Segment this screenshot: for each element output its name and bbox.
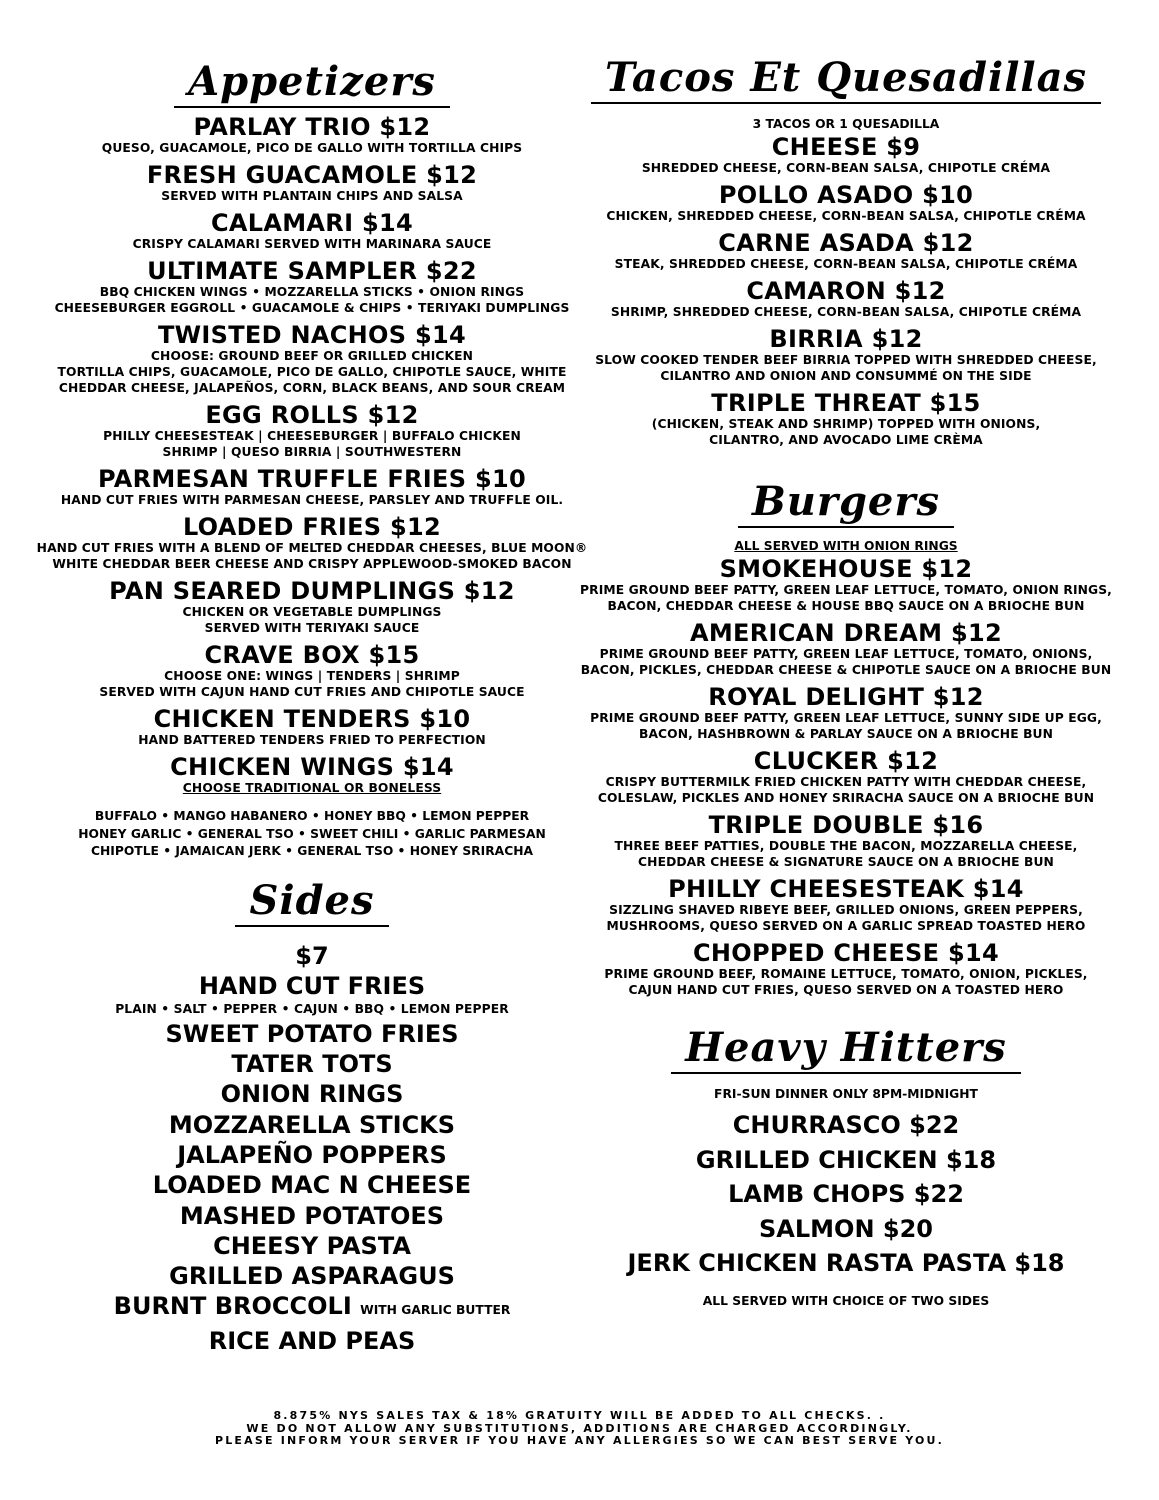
menu-item [578, 182, 1114, 224]
menu-item [32, 642, 592, 700]
heavy-item: SALMON $20 [759, 1214, 933, 1243]
item-desc: SHRIMP | QUESO BIRRIA | SOUTHWESTERN [162, 445, 462, 459]
item-desc: HAND BATTERED TENDERS FRIED TO PERFECTION [138, 733, 486, 747]
side-item: TATER TOTS [231, 1050, 393, 1079]
item-desc: CHEESEBURGER EGGROLL • GUACAMOLE & CHIPS • TERIYAKI DUMPLINGS [54, 301, 570, 315]
item-desc: WHITE CHEDDAR BEER CHEESE AND CRISPY APPLEWOOD-SMOKED BACON [52, 557, 572, 571]
item-name: CHICKEN WINGS $14 [170, 753, 454, 781]
item-desc: PRIME GROUND BEEF PATTY, GREEN LEAF LETTUCE, TOMATO, ONION RINGS, [580, 583, 1112, 597]
item-desc: CHEDDAR CHEESE & SIGNATURE SAUCE ON A BRIOCHE BUN [638, 855, 1054, 869]
item-desc: THREE BEEF PATTIES, DOUBLE THE BACON, MOZZARELLA CHEESE, [614, 839, 1078, 853]
wing-flavors [32, 808, 592, 861]
side-item: JALAPEÑO POPPERS [177, 1140, 447, 1169]
item-desc: PHILLY CHEESESTEAK | CHEESEBURGER | BUFFALO CHICKEN [103, 429, 521, 443]
appetizers-heading: Appetizers [174, 62, 450, 108]
item-desc: (CHICKEN, STEAK AND SHRIMP) TOPPED WITH ONIONS, [651, 417, 1041, 431]
item-desc: CHICKEN, SHREDDED CHEESE, CORN-BEAN SALSA, CHIPOTLE CRÉMA [606, 209, 1086, 223]
burgers-list [578, 556, 1114, 998]
side-item: ONION RINGS [220, 1080, 404, 1109]
item-name: CAMARON $12 [746, 277, 946, 305]
item-name: TRIPLE THREAT $15 [711, 389, 981, 417]
item-name: CHICKEN TENDERS $10 [153, 705, 471, 733]
menu-item [578, 278, 1114, 320]
side-item: MOZZARELLA STICKS [168, 1110, 456, 1139]
broccoli-name: BURNT BROCCOLI [113, 1292, 352, 1321]
menu-item [32, 258, 592, 316]
item-name: CLUCKER $12 [753, 747, 939, 775]
item-name: PAN SEARED DUMPLINGS $12 [109, 577, 515, 605]
item-desc: BACON, CHEDDAR CHEESE & HOUSE BBQ SAUCE ON A BRIOCHE BUN [607, 599, 1085, 613]
sides-price: $7 [295, 941, 329, 970]
menu-item [578, 556, 1114, 614]
sides-heading: Sides [235, 881, 388, 927]
menu-item [578, 812, 1114, 870]
menu-item [32, 162, 592, 204]
burgers-heading: Burgers [738, 482, 954, 528]
heavy-item: CHURRASCO $22 [732, 1111, 960, 1139]
broccoli-note: WITH GARLIC BUTTER [360, 1303, 511, 1318]
item-desc: CHOOSE: GROUND BEEF OR GRILLED CHICKEN [150, 349, 474, 363]
item-desc: SIZZLING SHAVED RIBEYE BEEF, GRILLED ONIONS, GREEN PEPPERS, [609, 903, 1083, 917]
side-item: RICE AND PEAS [208, 1326, 416, 1355]
menu-item [32, 322, 592, 396]
side-item: SWEET POTATO FRIES [165, 1019, 459, 1048]
side-item: LOADED MAC N CHEESE [152, 1171, 472, 1200]
item-desc: CAJUN HAND CUT FRIES, QUESO SERVED ON A TOASTED HERO [628, 983, 1064, 997]
item-desc: SLOW COOKED TENDER BEEF BIRRIA TOPPED WITH SHREDDED CHEESE, [595, 353, 1097, 367]
tacos-note: 3 TACOS OR 1 QUESADILLA [752, 117, 940, 131]
item-name: POLLO ASADO $10 [718, 181, 974, 209]
item-name: PHILLY CHEESESTEAK $14 [668, 875, 1024, 903]
item-name: CARNE ASADA $12 [718, 229, 974, 257]
item-desc: CHICKEN OR VEGETABLE DUMPLINGS [182, 605, 442, 619]
item-desc: CRISPY CALAMARI SERVED WITH MARINARA SAUCE [132, 237, 492, 251]
heavy-hitters-heading: Heavy Hitters [671, 1028, 1021, 1074]
item-desc: BBQ CHICKEN WINGS • MOZZARELLA STICKS • ONION RINGS [99, 285, 525, 299]
side-item: CHEESY PASTA [213, 1231, 411, 1260]
item-name: CALAMARI $14 [211, 209, 413, 237]
left-column [32, 0, 592, 1356]
item-desc: COLESLAW, PICKLES AND HONEY SRIRACHA SAUCE ON A BRIOCHE BUN [597, 791, 1095, 805]
item-desc: BACON, PICKLES, CHEDDAR CHEESE & CHIPOTLE SAUCE ON A BRIOCHE BUN [580, 663, 1112, 677]
item-name: PARLAY TRIO $12 [193, 113, 431, 141]
item-desc: QUESO, GUACAMOLE, PICO DE GALLO WITH TORTILLA CHIPS [101, 141, 523, 155]
item-desc: CHOOSE TRADITIONAL OR BONELESS [182, 781, 442, 795]
item-name: SMOKEHOUSE $12 [719, 555, 973, 583]
flavor-line: CHIPOTLE • JAMAICAN JERK • GENERAL TSO • HONEY SRIRACHA [90, 844, 534, 858]
menu-item [578, 876, 1114, 934]
menu-item [32, 706, 592, 748]
item-name: CHEESE $9 [771, 133, 921, 161]
tacos-heading: Tacos Et Quesadillas [591, 58, 1101, 104]
item-desc: CHOOSE ONE: WINGS | TENDERS | SHRIMP [164, 669, 460, 683]
item-desc: STEAK, SHREDDED CHEESE, CORN-BEAN SALSA, CHIPOTLE CRÉMA [614, 257, 1078, 271]
item-desc: MUSHROOMS, QUESO SERVED ON A GARLIC SPREAD TOASTED HERO [606, 919, 1086, 933]
item-name: TWISTED NACHOS $14 [157, 321, 466, 349]
menu-item [578, 390, 1114, 448]
item-desc: HAND CUT FRIES WITH A BLEND OF MELTED CHEDDAR CHEESES, BLUE MOON® [36, 541, 588, 555]
fries-options: PLAIN • SALT • PEPPER • CAJUN • BBQ • LEMON PEPPER [115, 1001, 509, 1016]
menu-item [32, 578, 592, 636]
item-desc: TORTILLA CHIPS, GUACAMOLE, PICO DE GALLO, CHIPOTLE SAUCE, WHITE [57, 365, 567, 379]
item-name: ULTIMATE SAMPLER $22 [147, 257, 477, 285]
item-name: LOADED FRIES $12 [182, 513, 442, 541]
item-name: PARMESAN TRUFFLE FRIES $10 [98, 465, 526, 493]
heavy-item: JERK CHICKEN RASTA PASTA $18 [627, 1249, 1065, 1277]
menu-item [578, 748, 1114, 806]
menu-item [32, 210, 592, 252]
menu-item [578, 620, 1114, 678]
footer-line: PLEASE INFORM YOUR SERVER IF YOU HAVE ANY ALLERGIES SO WE CAN BEST SERVE YOU. [214, 1434, 945, 1447]
menu-item [578, 230, 1114, 272]
menu-item [32, 466, 592, 508]
item-desc: PRIME GROUND BEEF, ROMAINE LETTUCE, TOMATO, ONION, PICKLES, [604, 967, 1088, 981]
flavor-line: BUFFALO • MANGO HABANERO • HONEY BBQ • LEMON PEPPER [94, 809, 530, 823]
item-name: AMERICAN DREAM $12 [690, 619, 1002, 647]
heavy-item: GRILLED CHICKEN $18 [695, 1145, 997, 1174]
tacos-list [578, 134, 1114, 448]
side-item-broccoli [32, 1291, 592, 1325]
burgers-note: ALL SERVED WITH ONION RINGS [734, 539, 958, 553]
footer-line: WE DO NOT ALLOW ANY SUBSTITUTIONS, ADDITIONS ARE CHARGED ACCORDINGLY. [246, 1421, 913, 1435]
menu-item [578, 940, 1114, 998]
item-desc: SERVED WITH CAJUN HAND CUT FRIES AND CHIPOTLE SAUCE [99, 685, 525, 699]
item-desc: CHEDDAR CHEESE, JALAPEÑOS, CORN, BLACK BEANS, AND SOUR CREAM [58, 381, 566, 395]
item-desc: CILANTRO, AND AVOCADO LIME CRÈMA [709, 433, 983, 447]
heavy-item: LAMB CHOPS $22 [728, 1180, 964, 1208]
menu-item [32, 402, 592, 460]
heavy-hitters-note: FRI-SUN DINNER ONLY 8PM-MIDNIGHT [714, 1087, 978, 1101]
flavor-line: HONEY GARLIC • GENERAL TSO • SWEET CHILI • GARLIC PARMESAN [78, 826, 546, 841]
item-desc: SERVED WITH TERIYAKI SAUCE [204, 621, 420, 635]
menu-item [32, 754, 592, 796]
menu-item [32, 114, 592, 156]
menu-item [578, 326, 1114, 384]
item-name: CHOPPED CHEESE $14 [693, 939, 999, 967]
footer-notice [0, 1410, 1159, 1448]
item-desc: SERVED WITH PLANTAIN CHIPS AND SALSA [161, 189, 463, 203]
side-item: HAND CUT FRIES [198, 971, 426, 1000]
item-desc: SHRIMP, SHREDDED CHEESE, CORN-BEAN SALSA, CHIPOTLE CRÉMA [610, 305, 1082, 319]
item-desc: CILANTRO AND ONION AND CONSUMMÉ ON THE SIDE [660, 369, 1032, 383]
menu-item [578, 134, 1114, 176]
item-name: EGG ROLLS $12 [205, 401, 419, 429]
appetizers-list [32, 114, 592, 861]
side-item: GRILLED ASPARAGUS [169, 1262, 455, 1291]
item-name: TRIPLE DOUBLE $16 [708, 811, 984, 839]
side-item: MASHED POTATOES [179, 1201, 445, 1230]
item-desc: CRISPY BUTTERMILK FRIED CHICKEN PATTY WITH CHEDDAR CHEESE, [605, 775, 1087, 789]
item-name: CRAVE BOX $15 [204, 641, 420, 669]
item-desc: SHREDDED CHEESE, CORN-BEAN SALSA, CHIPOTLE CRÉMA [641, 161, 1051, 175]
item-name: FRESH GUACAMOLE $12 [146, 161, 478, 189]
menu-item [578, 684, 1114, 742]
menu-item [32, 514, 592, 572]
item-desc: PRIME GROUND BEEF PATTY, GREEN LEAF LETTUCE, SUNNY SIDE UP EGG, [590, 711, 1102, 725]
footer-line: 8.875% NYS SALES TAX & 18% GRATUITY WILL BE ADDED TO ALL CHECKS. . [273, 1409, 886, 1422]
item-desc: PRIME GROUND BEEF PATTY, GREEN LEAF LETTUCE, TOMATO, ONIONS, [599, 647, 1093, 661]
right-column [578, 0, 1114, 1309]
item-desc: HAND CUT FRIES WITH PARMESAN CHEESE, PARSLEY AND TRUFFLE OIL. [60, 493, 564, 507]
item-name: BIRRIA $12 [769, 325, 923, 353]
heavy-hitters-footnote: ALL SERVED WITH CHOICE OF TWO SIDES [702, 1293, 990, 1308]
item-desc: BACON, HASHBROWN & PARLAY SAUCE ON A BRIOCHE BUN [638, 727, 1054, 741]
item-name: ROYAL DELIGHT $12 [708, 683, 984, 711]
